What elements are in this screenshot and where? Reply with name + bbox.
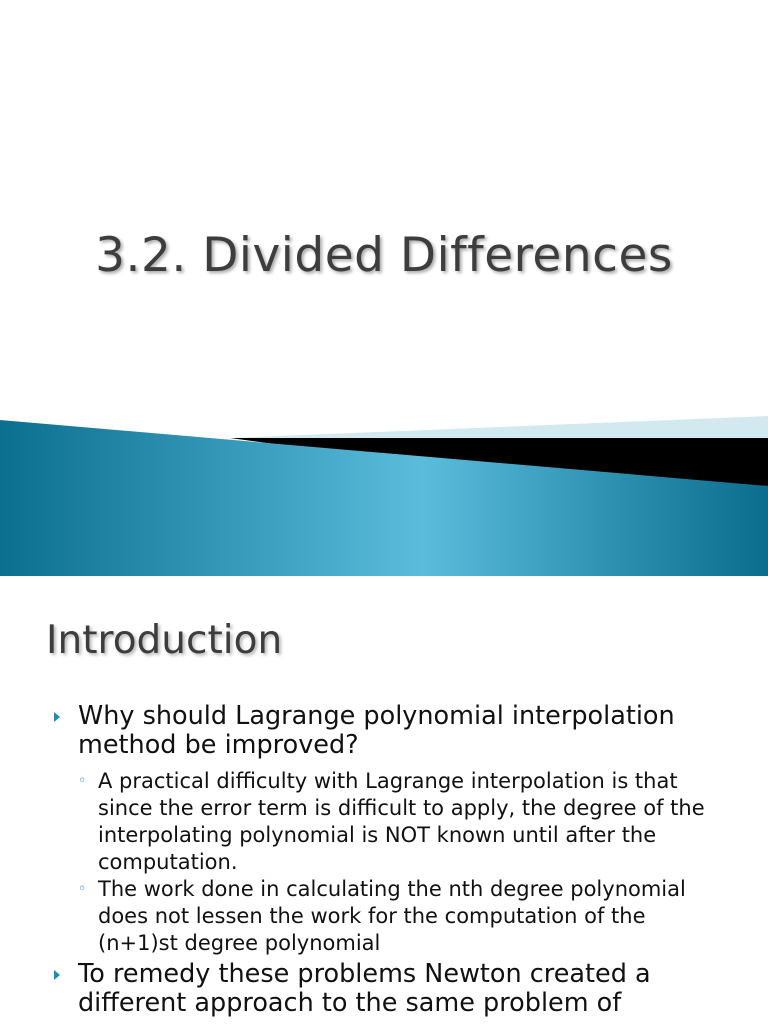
slide-title: 3.2. Divided Differences — [95, 228, 673, 283]
decorative-band — [0, 410, 768, 576]
ring-bullet-icon: ◦ — [78, 881, 87, 897]
bullet-text: Why should Lagrange polynomial interpolation method be improved? — [78, 701, 675, 760]
section-heading: Introduction — [46, 618, 283, 663]
triangle-arrow-icon — [54, 712, 60, 722]
bullet-text: To remedy these problems Newton created a different approach to the same problem of — [78, 959, 651, 1018]
sub-bullet-item — [78, 876, 728, 957]
sub-bullet-text: The work done in calculating the nth degree polynomial does not lessen the work for the computation of the (n+1)st degree polynomial — [98, 877, 686, 955]
ring-bullet-icon: ◦ — [78, 773, 87, 789]
introduction-slide — [0, 576, 768, 1024]
sub-bullet-item — [78, 768, 728, 876]
bullet-item — [54, 960, 728, 1018]
bullet-item — [54, 702, 728, 760]
sub-bullet-text: A practical difficulty with Lagrange interpolation is that since the error term is difficult to apply, the degree of the interpolating polynomial is NOT known until after the computation. — [98, 769, 705, 874]
triangle-arrow-icon — [54, 970, 60, 980]
